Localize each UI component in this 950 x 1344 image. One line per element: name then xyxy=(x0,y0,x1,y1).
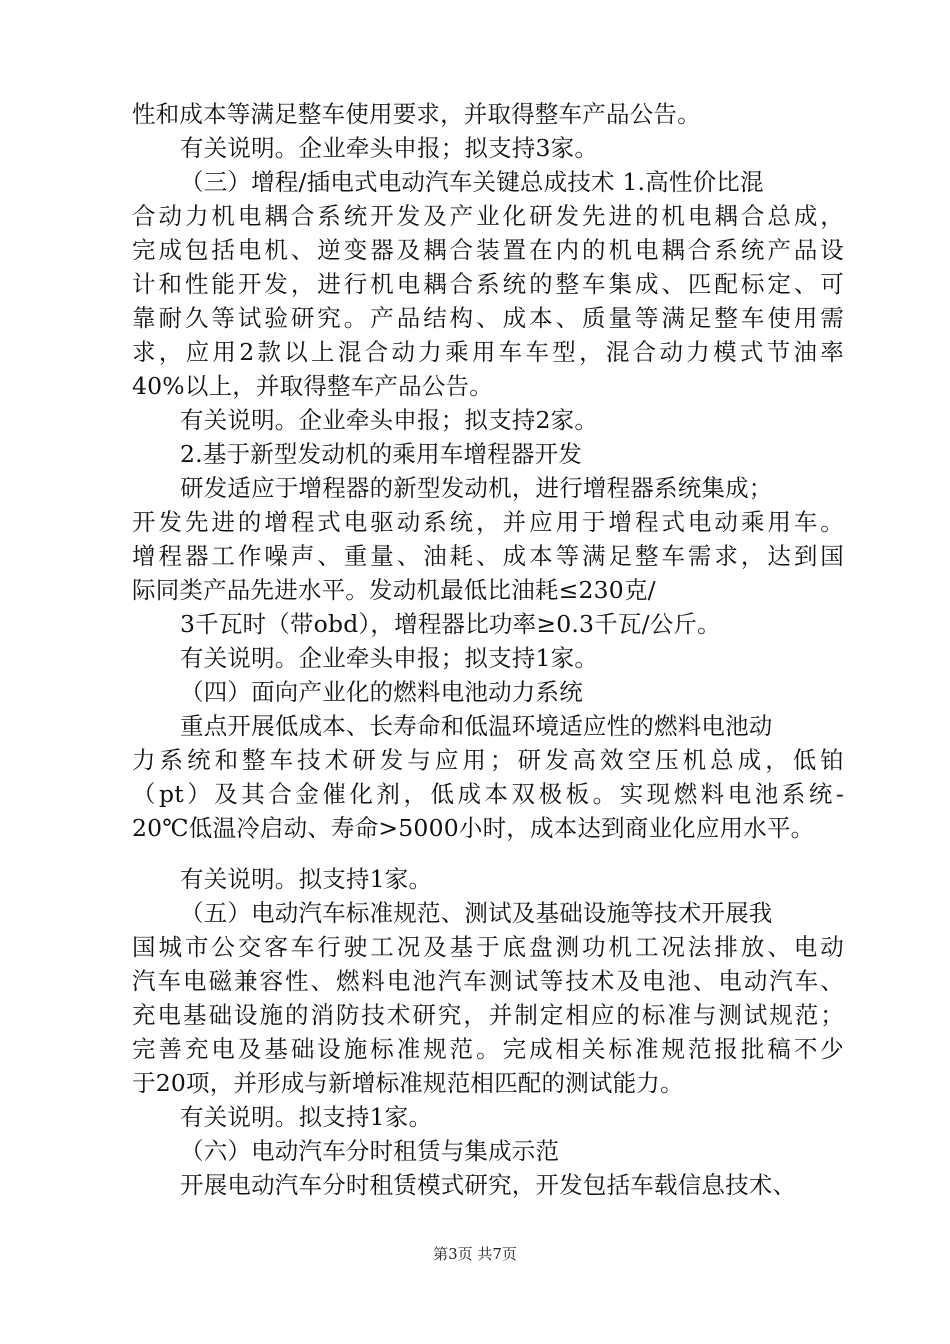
text-line: 完成包括电机、逆变器及耦合装置在内的机电耦合系统产品设 xyxy=(132,236,844,264)
text-line: 充电基础设施的消防技术研究，并制定相应的标准与测试规范； xyxy=(132,1001,844,1029)
text-line: （五）电动汽车标准规范、测试及基础设施等技术开展我 xyxy=(180,899,773,927)
text-line: （三）增程/插电式电动汽车关键总成技术 1.高性价比混 xyxy=(180,168,764,196)
text-line: 性和成本等满足整车使用要求，并取得整车产品公告。 xyxy=(132,100,701,128)
text-line: 重点开展低成本、长寿命和低温环境适应性的燃料电池动 xyxy=(180,712,773,740)
text-line: 3千瓦时（带obd），增程器比功率≥0.3千瓦/公斤。 xyxy=(180,610,721,638)
text-line: 际同类产品先进水平。发动机最低比油耗≤230克/ xyxy=(132,576,656,604)
text-line: 研发适应于增程器的新型发动机，进行增程器系统集成； xyxy=(180,474,773,502)
text-line: 于20项，并形成与新增标准规范相匹配的测试能力。 xyxy=(132,1069,684,1097)
page-footer: 第3页 共7页 xyxy=(433,1245,517,1263)
text-line: 有关说明。拟支持1家。 xyxy=(180,1103,433,1131)
text-line: 开发先进的增程式电驱动系统，并应用于增程式电动乘用车。 xyxy=(132,508,844,536)
text-line-last: 开展电动汽车分时租赁模式研究，开发包括车载信息技术、 xyxy=(180,1171,797,1199)
text-line: 合动力机电耦合系统开发及产业化研发先进的机电耦合总成， xyxy=(132,202,844,230)
text-line: （pt）及其合金催化剂，低成本双极板。实现燃料电池系统- xyxy=(132,780,844,808)
text-line: 国城市公交客车行驶工况及基于底盘测功机工况法排放、电动 xyxy=(132,933,844,961)
text-line: 计和性能开发，进行机电耦合系统的整车集成、匹配标定、可 xyxy=(132,270,844,298)
text-line: 20℃低温冷启动、寿命>5000小时，成本达到商业化应用水平。 xyxy=(132,814,815,842)
text-line: 2.基于新型发动机的乘用车增程器开发 xyxy=(180,440,583,468)
text-line: 靠耐久等试验研究。产品结构、成本、质量等满足整车使用需 xyxy=(132,304,844,332)
text-line: 汽车电磁兼容性、燃料电池汽车测试等技术及电池、电动汽车、 xyxy=(132,967,844,995)
text-line: 求，应用2款以上混合动力乘用车车型，混合动力模式节油率 xyxy=(132,338,844,366)
text-line: 力系统和整车技术研发与应用；研发高效空压机总成，低铂 xyxy=(132,746,844,774)
text-line: 40%以上，并取得整车产品公告。 xyxy=(132,372,493,400)
text-line: （四）面向产业化的燃料电池动力系统 xyxy=(180,678,583,706)
text-line: 有关说明。企业牵头申报；拟支持3家。 xyxy=(180,134,599,162)
text-line: 完善充电及基础设施标准规范。完成相关标准规范报批稿不少 xyxy=(132,1035,844,1063)
text-line: 有关说明。企业牵头申报；拟支持2家。 xyxy=(180,406,599,434)
text-line: 有关说明。企业牵头申报；拟支持1家。 xyxy=(180,644,599,672)
text-line: 增程器工作噪声、重量、油耗、成本等满足整车需求，达到国 xyxy=(132,542,844,570)
text-line: 有关说明。拟支持1家。 xyxy=(180,865,433,893)
text-line: （六）电动汽车分时租赁与集成示范 xyxy=(180,1137,560,1165)
